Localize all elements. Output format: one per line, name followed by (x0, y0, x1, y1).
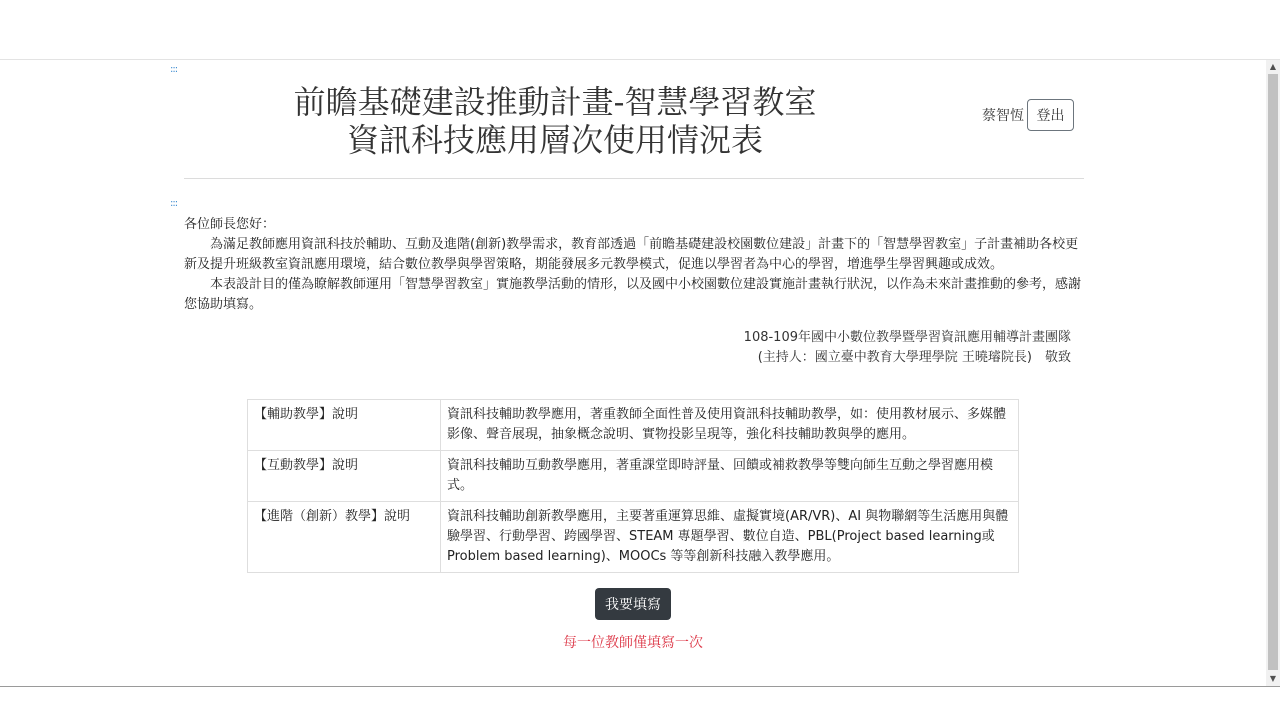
page-title-line2: 資訊科技應用層次使用情況表 (346, 121, 763, 159)
table-row-label: 【進階（創新）教學】說明 (248, 502, 441, 573)
logout-button[interactable]: 登出 (1027, 99, 1074, 131)
table-row-text: 資訊科技輔助創新教學應用，主要著重運算思維、虛擬實境(AR/VR)、AI 與物聯網等生活應用與體驗學習、行動學習、跨國學習、STEAM 專題學習、數位自造、PBL(Project based learning或Problem based learning)、MOOCs 等等創新科技融入教學應用。 (441, 502, 1019, 573)
fill-once-note: 每一位教師僅填寫一次 (563, 635, 703, 651)
intro-paragraph-1: 為滿足教師應用資訊科技於輔助、互動及進階(創新)教學需求，教育部透過「前瞻基礎建設校園數位建設」計畫下的「智慧學習教室」子計畫補助各校更新及提升班級教室資訊應用環境，結合數位教學與學習策略，期能發展多元教學模式，促進以學習者為中心的學習，增進學生學習興趣或成效。 (184, 237, 1079, 272)
fill-form-button[interactable]: 我要填寫 (595, 588, 671, 620)
drag-handle-icon[interactable]: ::: (170, 64, 178, 75)
user-name: 蔡智恆 (982, 108, 1024, 124)
page-title (230, 83, 880, 159)
intro-section (184, 215, 1084, 315)
signature-block (640, 328, 1071, 368)
teaching-level-table (247, 399, 1019, 573)
scroll-up-icon[interactable]: ▲ (1269, 62, 1277, 71)
table-row-label: 【輔助教學】說明 (248, 400, 441, 451)
header-divider (184, 178, 1084, 179)
signature-line-2: (主持人：國立臺中教育大學理學院 王曉璿院長) 敬致 (757, 350, 1071, 365)
drag-handle-icon[interactable]: ::: (170, 198, 178, 209)
bottom-border (0, 686, 1280, 687)
scroll-down-icon[interactable]: ▼ (1269, 674, 1277, 683)
page-title-line1: 前瞻基礎建設推動計畫-智慧學習教室 (293, 83, 817, 121)
table-row-text: 資訊科技輔助教學應用，著重教師全面性普及使用資訊科技輔助教學，如：使用教材展示、多媒體影像、聲音展現，抽象概念說明、實物投影呈現等，強化科技輔助教與學的應用。 (441, 400, 1019, 451)
page-viewport (0, 60, 1266, 686)
intro-greeting: 各位師長您好： (184, 217, 276, 232)
table-row (248, 451, 1019, 502)
table-row (248, 502, 1019, 573)
vertical-scrollbar[interactable] (1266, 60, 1280, 686)
table-row-label: 【互動教學】說明 (248, 451, 441, 502)
signature-line-1: 108-109年國中小數位教學暨學習資訊應用輔導計畫團隊 (743, 330, 1071, 345)
table-row-text: 資訊科技輔助互動教學應用，著重課堂即時評量、回饋或補救教學等雙向師生互動之學習應用模式。 (441, 451, 1019, 502)
scrollbar-thumb[interactable] (1268, 74, 1278, 670)
table-row (248, 400, 1019, 451)
browser-top-bar (0, 0, 1280, 60)
intro-paragraph-2: 本表設計目的僅為瞭解教師運用「智慧學習教室」實施教學活動的情形，以及國中小校園數位建設實施計畫執行狀況，以作為未來計畫推動的參考，感謝您協助填寫。 (184, 277, 1082, 312)
